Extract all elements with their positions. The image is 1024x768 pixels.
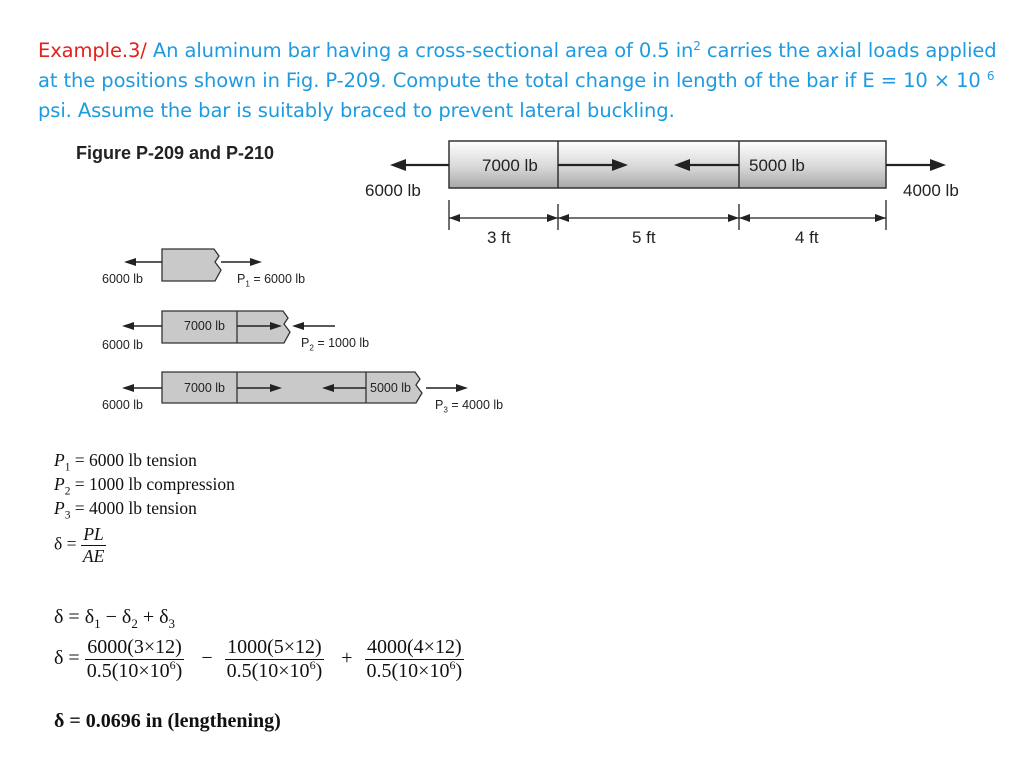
fbd-3 xyxy=(122,372,468,403)
dim-3ft: 3 ft xyxy=(487,228,511,247)
term-3: $\frac{4000(4\times 12)}{0.5(10\times 10^6)}$ xyxy=(366,636,463,682)
problem-text-3: psi. Assume the bar is suitably braced to prevent lateral buckling. xyxy=(38,99,675,122)
delta-substitution: δ = $\frac{6000(3\times 12)}{0.5(10\times 10^6)}$ − $\frac{1000(5\times 12)}{0.5(10\times 10^6)}$ + $\frac{4000(4\times 12)}{0.5(10\times 10^6)}$ xyxy=(54,636,463,682)
main-load-7000: 7000 lb xyxy=(482,156,538,175)
fbd3-inner-load-5000: 5000 lb xyxy=(370,381,412,395)
fbd1-p-label: $P_1 = 6000$ lb xyxy=(237,272,306,289)
fbd2-inner-load: 7000 lb xyxy=(184,319,226,333)
term-2: $\frac{1000(5\times 12)}{0.5(10\times 10^6)}$ xyxy=(226,636,323,682)
example-label: Example.3/ xyxy=(38,39,147,62)
fbd3-inner-load-7000: 7000 lb xyxy=(184,381,226,395)
main-load-4000: 4000 lb xyxy=(903,181,959,200)
main-load-5000: 5000 lb xyxy=(749,156,805,175)
delta-sum: $\delta = \delta_1 - \delta_2 + \delta_3$ xyxy=(54,606,176,631)
solution-p3: $P_3 = 4000$ lb tension xyxy=(54,498,197,522)
term-1: $\frac{6000(3\times 12)}{0.5(10\times 10^6)}$ xyxy=(86,636,183,682)
delta-result: δ = 0.0696 in (lengthening) xyxy=(54,710,281,732)
fbd2-left-load: 6000 lb xyxy=(102,338,144,352)
modulus-exponent: 6 xyxy=(986,69,995,83)
delta-formula: δ = $\frac{PL}{AE}$ xyxy=(54,524,105,566)
solution-p2: $P_2 = 1000$ lb compression xyxy=(54,474,235,498)
dimension-lines xyxy=(449,200,886,230)
figure-title: Figure P-209 and P-210 xyxy=(76,143,275,163)
area-exponent: 2 xyxy=(693,39,701,53)
dim-4ft: 4 ft xyxy=(795,228,819,247)
main-load-6000: 6000 lb xyxy=(365,181,421,200)
dim-5ft: 5 ft xyxy=(632,228,656,247)
fbd3-p-label: $P_3 = 4000$ lb xyxy=(435,398,504,415)
fbd2-p-label: $P_2 = 1000$ lb xyxy=(301,336,370,353)
problem-text-2: carries the axial loads applied at the positions shown in Fig. P-209. Compute the total change in length of the bar if E = 10 × 10 xyxy=(38,39,997,92)
problem-text-1: An aluminum bar having a cross-sectional area of 0.5 in xyxy=(146,39,694,62)
solution-p1: $P_1 = 6000$ lb tension xyxy=(54,450,197,474)
fbd3-left-load: 6000 lb xyxy=(102,398,144,412)
fbd1-left-load: 6000 lb xyxy=(102,272,144,286)
